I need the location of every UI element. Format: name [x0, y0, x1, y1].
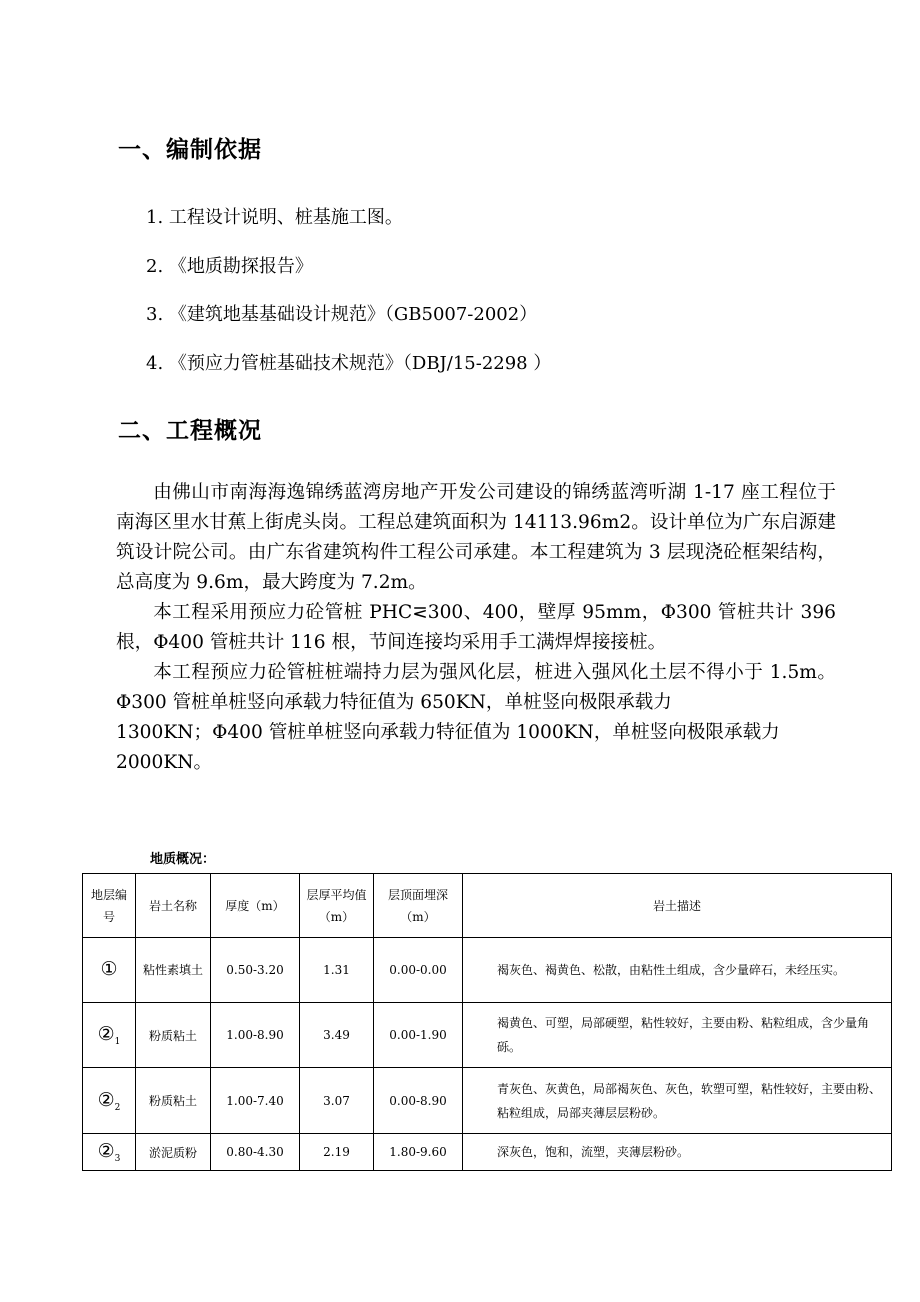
- top-depth: 0.00-8.90: [374, 1068, 463, 1134]
- soil-description: 深灰色，饱和，流塑，夹薄层粉砂。: [463, 1134, 892, 1171]
- overview-paragraph-3-end: 2000KN。: [116, 752, 213, 773]
- table-row: [83, 1003, 892, 1068]
- avg-thickness: 2.19: [300, 1134, 374, 1171]
- table-row: [83, 938, 892, 1003]
- layer-symbol: $②_3$: [83, 1134, 136, 1171]
- top-depth: 1.80-9.60: [374, 1134, 463, 1171]
- basis-item-1: 1. 工程设计说明、桩基施工图。: [146, 207, 403, 228]
- section1-heading: 一、编制依据: [118, 137, 262, 163]
- overview-paragraph-3-cont: 1300KN；Φ400 管桩单桩竖向承载力特征值为 1000KN，单桩竖向极限承载力: [116, 722, 780, 743]
- avg-thickness: 1.31: [300, 938, 374, 1003]
- layer-symbol: ①: [83, 938, 136, 1003]
- overview-paragraph-3: 本工程预应力砼管桩桩端持力层为强风化层，桩进入强风化土层不得小于 1.5m。Φ300 管桩单桩竖向承载力特征值为 650KN，单桩竖向极限承载力: [116, 662, 836, 713]
- soil-name: 粉质粘土: [136, 1003, 211, 1068]
- header-description: 岩土描述: [463, 874, 892, 938]
- overview-paragraph-2: 本工程采用预应力砼管桩 PHC⋜300、400，壁厚 95mm，Φ300 管桩共计 396 根，Φ400 管桩共计 116 根，节间连接均采用手工满焊焊接接桩。: [116, 602, 836, 653]
- top-depth: 0.00-0.00: [374, 938, 463, 1003]
- basis-item-4: 4. 《预应力管桩基础技术规范》（DBJ/15-2298 ）: [146, 353, 552, 374]
- header-thickness: 厚度（m）: [211, 874, 300, 938]
- avg-thickness: 3.07: [300, 1068, 374, 1134]
- geology-table: [82, 873, 892, 1171]
- header-layer-no: 地层编号: [83, 874, 136, 938]
- soil-description: 褐灰色、褐黄色、松散，由粘性土组成，含少量碎石，未经压实。: [463, 938, 892, 1003]
- header-avg-thickness: 层厚平均值（m）: [300, 874, 374, 938]
- table-header-row: [83, 874, 892, 938]
- header-soil-name: 岩土名称: [136, 874, 211, 938]
- header-top-depth: 层顶面埋深（m）: [374, 874, 463, 938]
- overview-text: [116, 478, 836, 778]
- section2-heading: 二、工程概况: [118, 418, 262, 444]
- avg-thickness: 3.49: [300, 1003, 374, 1068]
- soil-name: 粉质粘土: [136, 1068, 211, 1134]
- layer-symbol: $②_1$: [83, 1003, 136, 1068]
- overview-paragraph-1: 由佛山市南海海逸锦绣蓝湾房地产开发公司建设的锦绣蓝湾听湖 1-17 座工程位于南海区里水甘蕉上街虎头岗。工程总建筑面积为 14113.96m2。设计单位为广东启源建筑设计院公司。由广东省建筑构件工程公司承建。本工程建筑为 3 层现浇砼框架结构，总高度为 9.6m，最大跨度为 7.2m。: [116, 482, 836, 593]
- soil-description: 青灰色、灰黄色，局部褐灰色、灰色，软塑可塑，粘性较好，主要由粉、粘粒组成，局部夹薄层层粉砂。: [463, 1068, 892, 1134]
- soil-name: 淤泥质粉: [136, 1134, 211, 1171]
- thickness: 1.00-8.90: [211, 1003, 300, 1068]
- soil-name: 粘性素填土: [136, 938, 211, 1003]
- table-row: [83, 1134, 892, 1171]
- thickness: 0.50-3.20: [211, 938, 300, 1003]
- geology-caption: 地质概况：: [150, 852, 216, 867]
- basis-item-3: 3. 《建筑地基基础设计规范》（GB5007-2002）: [146, 304, 538, 325]
- table-row: [83, 1068, 892, 1134]
- top-depth: 0.00-1.90: [374, 1003, 463, 1068]
- thickness: 0.80-4.30: [211, 1134, 300, 1171]
- basis-item-2: 2. 《地质勘探报告》: [146, 256, 313, 277]
- soil-description: 褐黄色、可塑，局部硬塑，粘性较好，主要由粉、粘粒组成，含少量角砾。: [463, 1003, 892, 1068]
- layer-symbol: $②_2$: [83, 1068, 136, 1134]
- thickness: 1.00-7.40: [211, 1068, 300, 1134]
